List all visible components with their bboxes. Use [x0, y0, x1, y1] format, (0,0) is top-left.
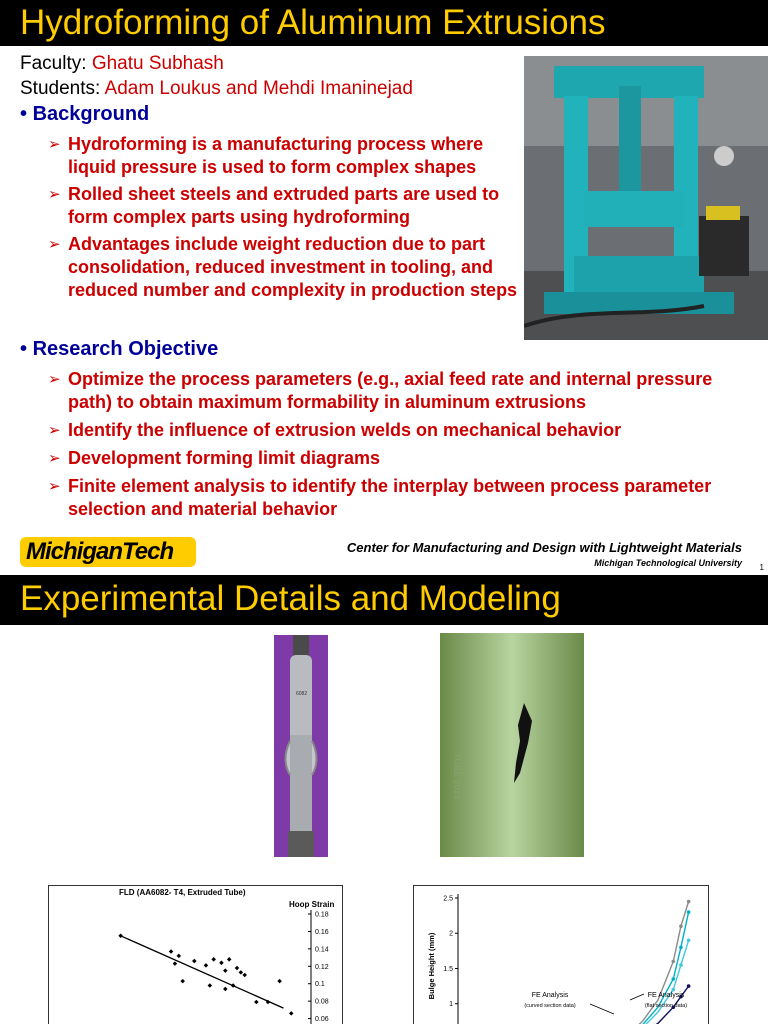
hydroformed-tube-photo [274, 635, 328, 857]
fld-data-point [242, 973, 247, 978]
bulge-annotation-arrow [630, 994, 644, 1000]
bulge-data-point [687, 984, 691, 988]
fld-y-tick-label: 0.1 [315, 981, 325, 989]
bulge-data-point [679, 963, 683, 967]
bulge-y-tick-label: 2.5 [443, 895, 453, 903]
bulge-y-axis-label: Bulge Height (mm) [427, 932, 436, 1000]
background-heading: • Background [20, 103, 150, 125]
fld-y-tick-label: 0.08 [315, 998, 329, 1006]
bulge-annotation-arrow [590, 1004, 614, 1014]
faculty-name: Ghatu Subhash [91, 53, 224, 74]
fld-data-point [223, 968, 228, 973]
slide-2-title: Experimental Details and Modeling [20, 579, 561, 618]
objective-item: ➢ Optimize the process parameters (e.g., axial feed rate and internal pressure path) to obtain maximum formability in aluminum extrusions [48, 369, 713, 412]
objective-item: ➢ Identify the influence of extrusion welds on mechanical behavior [48, 420, 622, 440]
slide-1-title: Hydroforming of Aluminum Extrusions [20, 3, 606, 42]
fld-y-tick-label: 0.14 [315, 946, 329, 954]
fld-y-tick-label: 0.06 [315, 1016, 329, 1024]
arrow-bullet-icon: ➢ [48, 236, 61, 253]
fld-data-point [208, 983, 213, 988]
bullet-dot-icon: • [20, 338, 28, 360]
fld-data-point [211, 957, 216, 962]
slide-2-title-bar [0, 575, 768, 625]
arrow-bullet-icon: ➢ [48, 478, 61, 495]
bulge-data-point [679, 924, 683, 928]
bulge-annotation-flat: FE Analysis [647, 992, 685, 999]
objective-item: ➢ Finite element analysis to identify the interplay between process parameter selection and material behavior [48, 476, 712, 519]
arrow-bullet-icon: ➢ [48, 450, 61, 467]
fld-y-tick-label: 0.18 [315, 911, 329, 919]
slide-2 [0, 575, 768, 1024]
fld-data-point [277, 979, 282, 984]
bulge-y-tick-label: 1.5 [443, 965, 453, 973]
bulge-data-point [671, 988, 675, 992]
background-item: ➢ Advantages include weight reduction due to part consolidation, reduced investment in tooling, and reduced number and complexity in production steps [48, 234, 518, 300]
students-names: Adam Loukus and Mehdi Imaninejad [104, 78, 413, 99]
bulge-data-point [671, 960, 675, 964]
bulge-data-point [687, 910, 691, 914]
bullet-dot-icon: • [20, 103, 28, 125]
arrow-bullet-icon: ➢ [48, 186, 61, 203]
bulge-y-tick-label: 2 [449, 930, 453, 938]
fld-trendline [121, 936, 284, 1008]
fld-chart [48, 885, 343, 1024]
fld-data-point [223, 987, 228, 992]
background-item: ➢ Rolled sheet steels and extruded parts are used to form complex parts using hydroforming [48, 184, 500, 227]
bulge-y-tick-label: 1 [449, 1001, 453, 1009]
fld-data-point [239, 970, 244, 975]
michigan-tech-logo: MichiganTech [20, 537, 196, 567]
bulge-annotation-curved: FE Analysis [531, 992, 569, 999]
fld-data-point [169, 949, 174, 954]
fld-data-point [173, 961, 178, 966]
bulge-chart [413, 885, 709, 1024]
fld-data-point [219, 961, 224, 966]
fld-data-point [235, 966, 240, 971]
students-line [20, 78, 413, 100]
fld-data-point [118, 934, 123, 939]
bulge-annotation-flat-sub: (flat section data) [644, 1003, 688, 1009]
faculty-line [20, 53, 224, 75]
fld-data-point [254, 1000, 259, 1005]
bulge-data-point [679, 946, 683, 950]
bulge-data-point [687, 938, 691, 942]
objective-item: ➢ Development forming limit diagrams [48, 448, 381, 468]
bulge-data-point [671, 977, 675, 981]
center-name: Center for Manufacturing and Design with Lightweight Materials [346, 540, 742, 555]
faculty-label: Faculty: [20, 53, 87, 74]
fld-chart-title: FLD (AA6082- T4, Extruded Tube) [119, 888, 246, 897]
fld-data-point [180, 979, 185, 984]
fld-y-tick-label: 0.16 [315, 928, 329, 936]
bulge-annotation-curved-sub: (curved section data) [524, 1003, 576, 1009]
burst-tube-photo [440, 633, 584, 857]
arrow-bullet-icon: ➢ [48, 136, 61, 153]
slide-1-title-bar [0, 0, 768, 46]
svg-text:TUBE 2024: TUBE 2024 [452, 753, 462, 800]
bulge-data-point [687, 900, 691, 904]
fld-data-point [177, 954, 182, 959]
fld-plot [49, 886, 344, 1024]
hydroforming-press-photo [524, 56, 768, 340]
objective-heading: • Research Objective [20, 338, 219, 360]
students-label: Students: [20, 78, 101, 99]
university-name: Michigan Technological University [594, 558, 742, 568]
fld-y-tick-label: 0.12 [315, 963, 329, 971]
fld-data-point [289, 1011, 294, 1016]
arrow-bullet-icon: ➢ [48, 422, 61, 439]
fld-data-point [227, 957, 232, 962]
fld-chart-ylabel: Hoop Strain [289, 900, 335, 909]
background-item: ➢ Hydroforming is a manufacturing process where liquid pressure is used to form complex shapes [48, 134, 484, 177]
page-number: 1 [759, 563, 764, 572]
fld-data-point [192, 959, 197, 964]
fld-data-point [204, 963, 209, 968]
arrow-bullet-icon: ➢ [48, 371, 61, 388]
bulge-plot [414, 886, 710, 1024]
svg-text:6082: 6082 [296, 691, 308, 697]
